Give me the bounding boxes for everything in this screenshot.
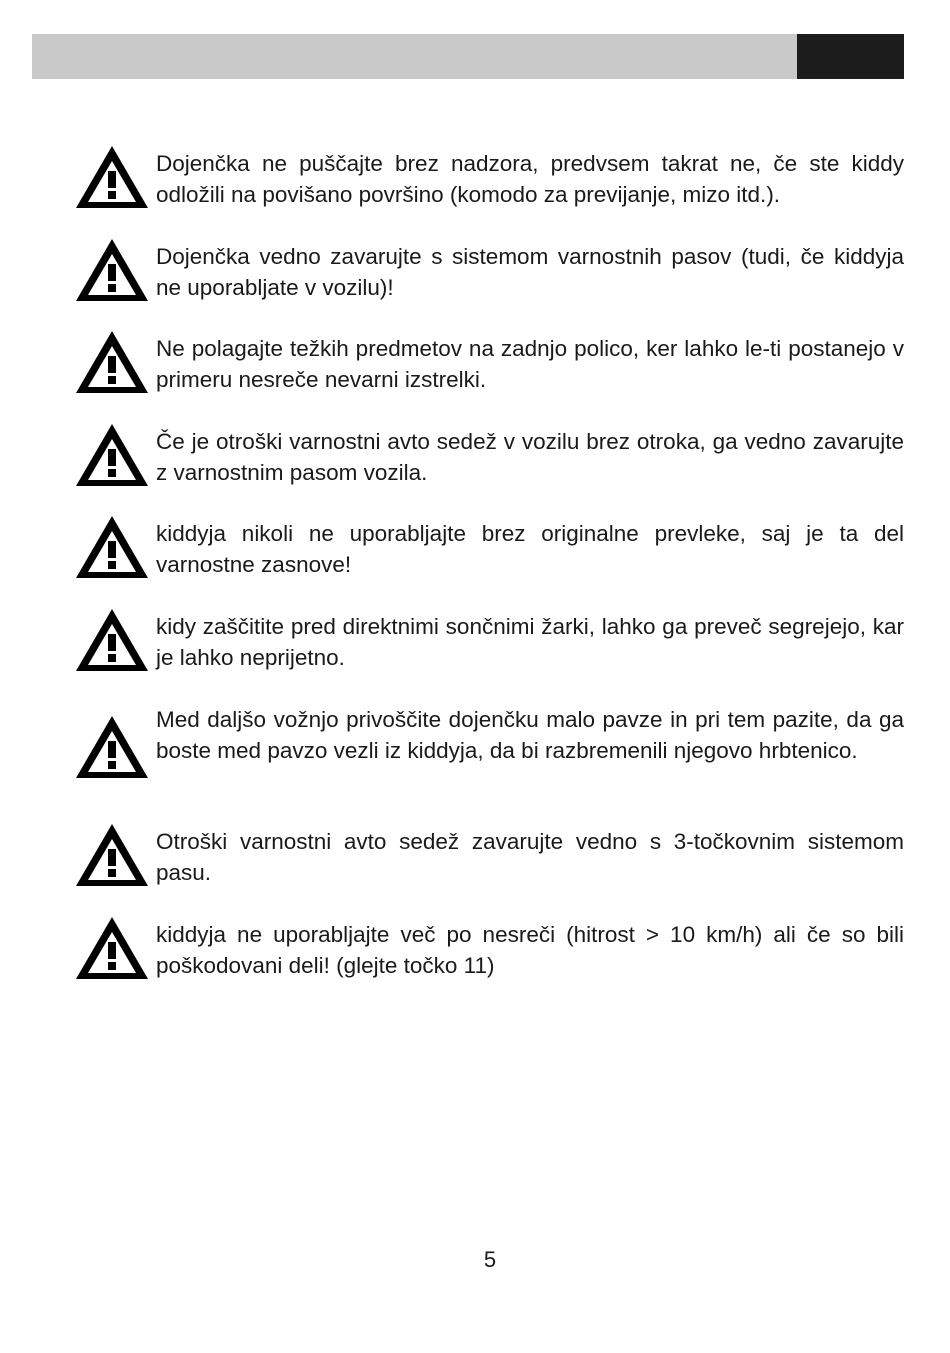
header-bar — [32, 34, 904, 79]
warning-triangle-icon — [74, 714, 150, 782]
warning-triangle-icon — [74, 915, 150, 983]
warning-text: Med daljšo vožnjo privoščite dojenčku malo pavze in pri tem pazite, da ga boste med pavzo vezli iz kiddyja, da bi razbremenili njegovo hrbtenico. — [156, 707, 904, 763]
warning-triangle-icon — [74, 329, 150, 397]
warning-text: kidy zaščitite pred direktnimi sončnimi žarki, lahko ga preveč segrejejo, kar je lahko neprijetno. — [156, 614, 904, 670]
warning-triangle-icon — [74, 607, 150, 675]
warning-text: Dojenčka ne puščajte brez nadzora, predvsem takrat ne, če ste kiddy odložili na povišano površino (komodo za previjanje, mizo itd.). — [156, 151, 904, 207]
warning-text: kiddyja ne uporabljajte več po nesreči (hitrost > 10 km/h) ali če so bili poškodovani deli! (glejte točko 11) — [156, 922, 904, 978]
warning-triangle-icon — [74, 514, 150, 582]
warning-triangle-icon — [74, 144, 150, 212]
warning-text: Dojenčka vedno zavarujte s sistemom varnostnih pasov (tudi, če kiddyja ne uporabljate v vozilu)! — [156, 244, 904, 300]
warning-text: kiddyja nikoli ne uporabljajte brez originalne prevleke, saj je ta del varnostne zasnove! — [156, 521, 904, 577]
warning-text: Otroški varnostni avto sedež zavarujte vedno s 3-točkovnim sistemom pasu. — [156, 829, 904, 885]
warning-triangle-icon — [74, 237, 150, 305]
warning-text: Če je otroški varnostni avto sedež v vozilu brez otroka, ga vedno zavarujte z varnostnim pasom vozila. — [156, 429, 904, 485]
warning-text: Ne polagajte težkih predmetov na zadnjo polico, ker lahko le-ti postanejo v primeru nesreče nevarni izstrelki. — [156, 336, 904, 392]
page-number: 5 — [483, 1247, 497, 1272]
warning-triangle-icon — [74, 822, 150, 890]
warning-triangle-icon — [74, 422, 150, 490]
header-black-tab — [797, 34, 904, 79]
